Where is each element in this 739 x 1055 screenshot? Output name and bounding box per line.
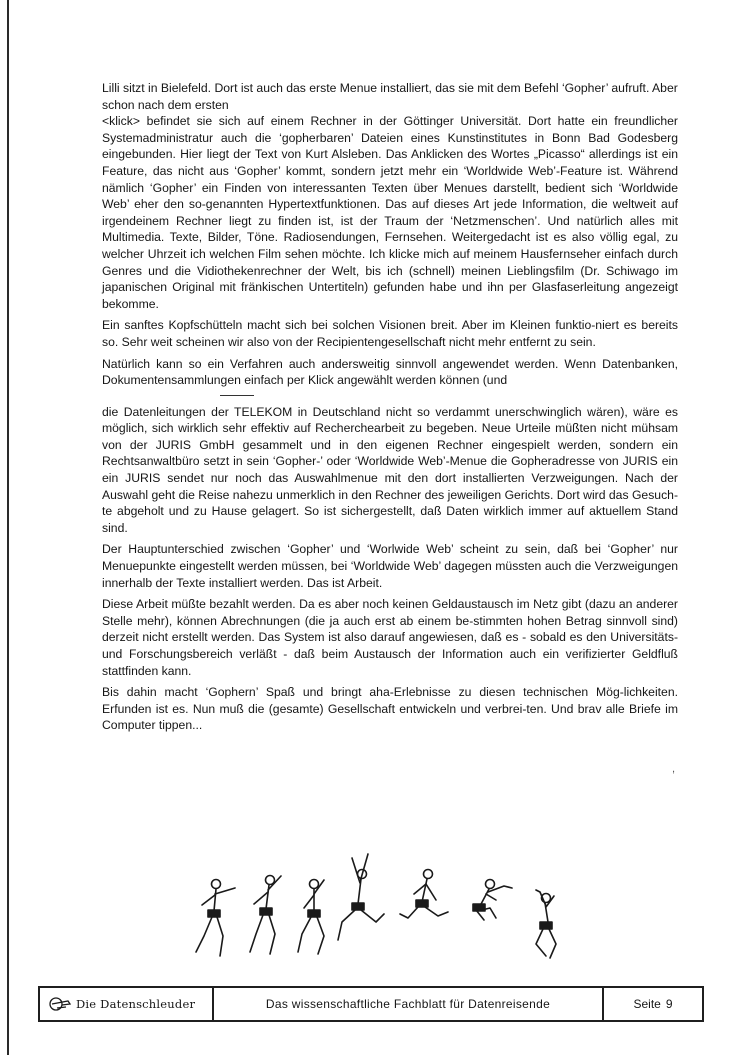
footer-logo xyxy=(40,988,214,1020)
page-number xyxy=(604,988,702,1020)
article-body xyxy=(102,80,678,739)
paragraph: <klick> befindet sie sich auf einem Rechner in der Göttinger Universität. Dort hatte ein freundlicher Systemadministratur auch die ‘gopherbaren’ Dateien eines Kunstinstitutes in Bonn Bad Godesberg eingebunden. Hier liegt der Text von Kurt Alsleben. Das Anklicken des Wortes „Picasso“ allerdings ist ein Feature, das nicht aus ‘Gopher’ kommt, sondern jetzt mehr ein ‘Worldwide Web’-Feature ist. Während nämlich ‘Gopher’ ein Finden von interessanten Texten über Menues darstellt, bedient sich ‘Worldwide Web’ eher den so-genannten Hypertextfunktionen. Das auf dieses Art jede Information, die weltweit auf irgendeinem Rechner liegt zu finden ist, ist der Traum der ‘Netzmenschen’. Und natürlich alles mit Multimedia. Texte, Bilder, Töne. Radiosendungen, Fernsehen. Weitergedacht ist es also völlig egal, zu welcher Uhrzeit ich welchen Film sehen möchte. Ich klicke mich auf meinem Hausfernseher einfach durch Genres und die Vidiothekenrechner der Welt, bis ich (schnell) meinen Lieblingsfilm (Dr. Schiwago im japanischen Original mit fränkischen Untertiteln) gefunden habe und ihn per Glasfaserleitung angezeigt bekomme. xyxy=(102,114,678,311)
paragraph: Bis dahin macht ‘Gophern’ Spaß und bringt aha-Erlebnisse zu diesen technischen Mög-lichkeiten. Erfunden ist es. Nun muß die (gesamte) Gesellschaft entwickeln und verbrei-ten. Und brav alle Briefe im Computer tippen... xyxy=(102,685,678,733)
paragraph: Diese Arbeit müßte bezahlt werden. Da es aber noch keinen Geldaustausch im Netz gibt (dazu an anderer Stelle mehr), können Abrechnungen (die ja auch erst ab einem be-stimmten hohen Betrag sinnvoll sind) derzeit nicht erstellt werden. Das System ist also darauf angewiesen, daß es - sobald es den Universitäts- und Forschungsbereich verläßt - daß beim Austausch der Information auch ein verifizierter Geldfluß stattfinden kann. xyxy=(102,597,678,678)
masthead-title: Die Datenschleuder xyxy=(76,997,196,1011)
page-label: Seite xyxy=(633,997,661,1011)
leaping-figures-sequence-illustration xyxy=(190,848,580,966)
figure-3-icon xyxy=(298,880,324,955)
footer-tagline: Das wissenschaftliche Fachblatt für Datenreisende xyxy=(214,988,604,1020)
figure-5-icon xyxy=(400,870,448,919)
left-margin-rule xyxy=(7,0,9,1055)
hand-pointer-logo-icon xyxy=(48,995,72,1013)
figure-7-icon xyxy=(536,890,556,958)
paragraph: Natürlich kann so ein Verfahren auch andersweitig sinnvoll angewendet werden. Wenn Datenbanken, Dokumentensammlungen einfach per Klick angewählt werden können (und xyxy=(102,356,678,388)
paragraph: Der Hauptunterschied zwischen ‘Gopher’ und ‘Worlwide Web’ scheint zu sein, daß bei ‘Gopher’ nur Menuepunkte eingestellt werden müssen, bei ‘Worldwide Web’ dagegen müssten auch die Verzweigungen innerhalb der Texte installiert werden. Das ist Arbeit. xyxy=(102,542,678,590)
paragraph: Ein sanftes Kopfschütteln macht sich bei solchen Visionen breit. Aber im Kleinen funktio-niert es bereits so. Sehr weit scheinen wir also von der Recipientengesellschaft nicht mehr entfernt zu sein. xyxy=(102,318,678,349)
stray-mark: , xyxy=(672,763,676,775)
page-number-value: 9 xyxy=(665,997,673,1011)
figure-2-icon xyxy=(250,876,281,955)
page-footer xyxy=(38,986,704,1022)
figure-1-icon xyxy=(196,880,235,957)
figure-6-icon xyxy=(473,880,512,921)
figure-4-icon xyxy=(338,854,384,940)
paragraph: die Datenleitungen der TELEKOM in Deutschland nicht so verdammt unerschwinglich wären), wäre es möglich, sich wirklich sehr effektiv auf Recherchearbeit zu begeben. Neue Urteile müßten nicht mühsam von der JURIS GmbH gesammelt und in den eigenen Rechner eingespielt werden, sondern ein Rechtsanwaltbüro setzt in sein ‘Gopher-’ oder ‘Worldwide Web’-Menue die Gopheradresse von JURIS ein ein JURIS sendet nur noch das Auswahlmenue mit den dort installierten Verzweigungen. Nach der Auswahl geht die Reise nahezu unmerklich in den Rechner des jeweiligen Gerichts. Dort wird das Gesuch-te abgeholt und zu Hause gelagert. So ist sichergestellt, daß Daten wirklich immer auf aktuellem Stand sind. xyxy=(102,404,678,535)
divider xyxy=(220,395,254,396)
paragraph: Lilli sitzt in Bielefeld. Dort ist auch das erste Menue installiert, das sie mit dem Befehl ‘Gopher’ aufruft. Aber schon nach dem ersten xyxy=(102,81,678,112)
